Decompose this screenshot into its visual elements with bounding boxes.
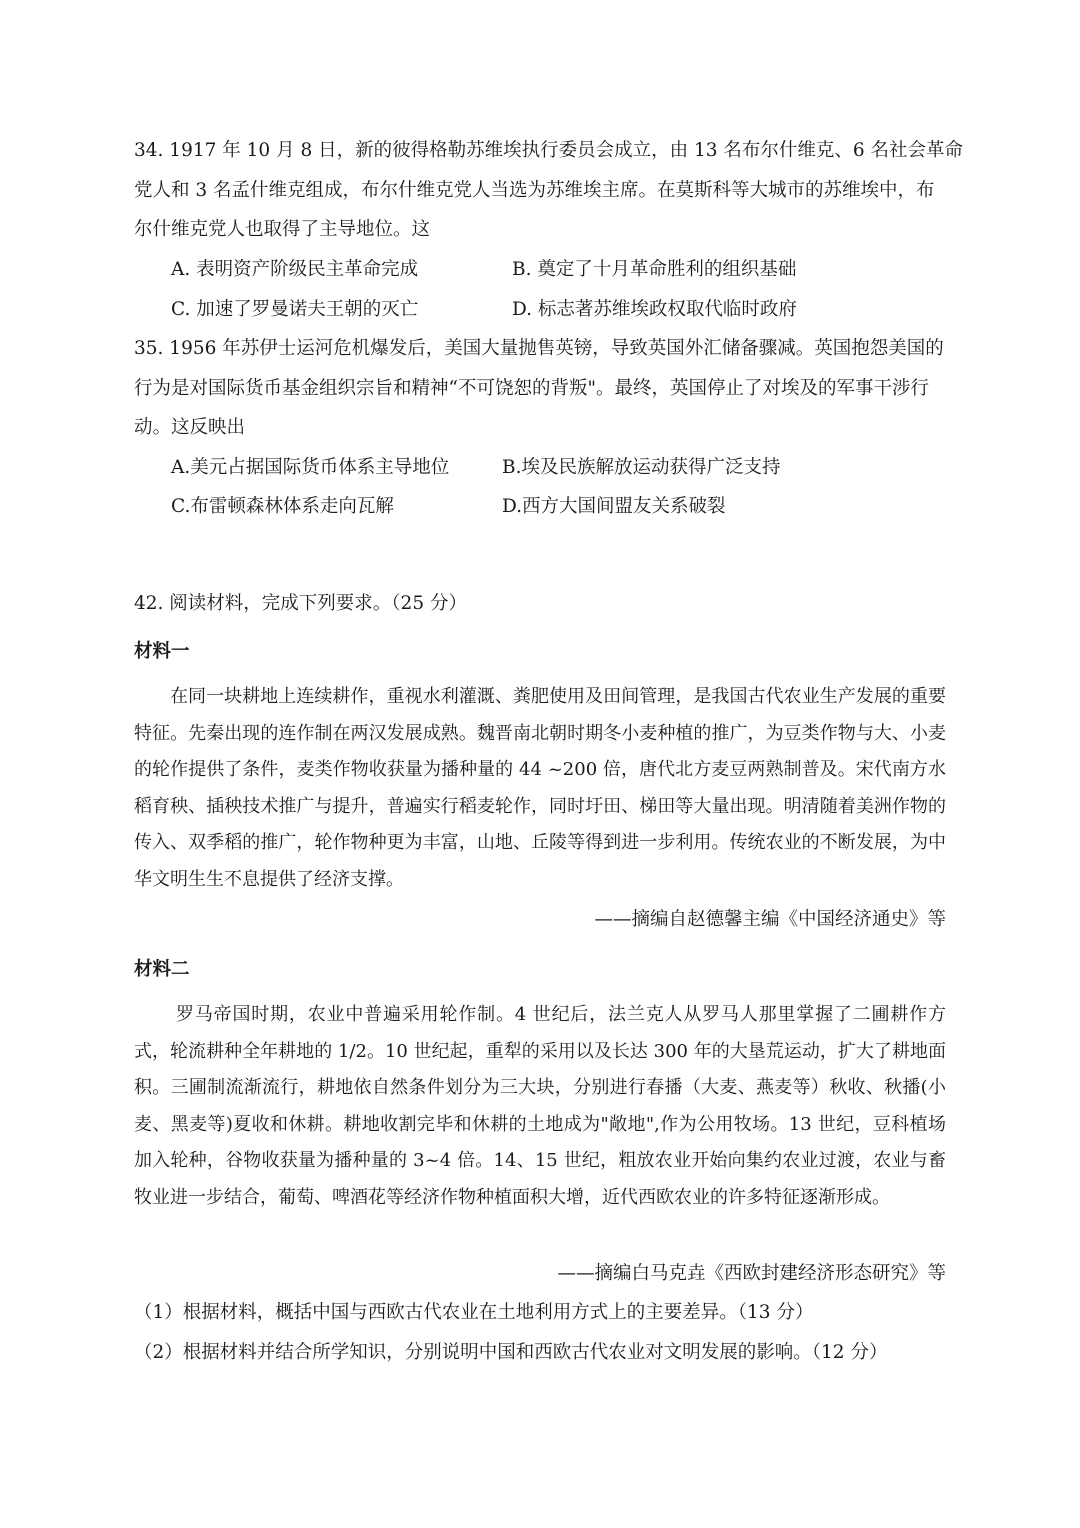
material1-heading: 材料一 bbox=[134, 641, 190, 662]
q34-line-2: 党人和 3 名孟什维克组成，布尔什维克党人当选为苏维埃主席。在莫斯科等大城市的苏维埃中，布 bbox=[134, 180, 935, 201]
q42-subquestion-2: （2）根据材料并结合所学知识，分别说明中国和西欧古代农业对文明发展的影响。（12 分） bbox=[134, 1342, 888, 1363]
q35-option-b: B.埃及民族解放运动获得广泛支持 bbox=[502, 457, 781, 478]
material1-text: 在同一块耕地上连续耕作，重视水利灌溉、粪肥使用及田间管理，是我国古代农业生产发展的重要特征。先秦出现的连作制在两汉发展成熟。魏晋南北朝时期冬小麦种植的推广，为豆类作物与大、小麦的轮作提供了条件，麦类作物收获量为播种量的 44 ~200 倍，唐代北方麦豆两熟制普及。宋代南方水稻育秧、插秧技术推广与提升，普遍实行稻麦轮作，同时圩田、梯田等大量出现。明清随着美洲作物的传入、双季稻的推广，轮作物种更为丰富，山地、丘陵等得到进一步利用。传统农业的不断发展，为中华文明生生不息提供了经济支撑。 bbox=[134, 686, 946, 890]
material1-source: ——摘编自赵德馨主编《中国经济通史》等 bbox=[594, 909, 946, 930]
q34-line-1: 34. 1917 年 10 月 8 日，新的彼得格勒苏维埃执行委员会成立，由 13 名布尔什维克、6 名社会革命 bbox=[134, 140, 964, 161]
q35-option-a: A.美元占据国际货币体系主导地位 bbox=[171, 457, 450, 478]
q35-line-3: 动。这反映出 bbox=[134, 417, 246, 438]
q34-option-b: B. 奠定了十月革命胜利的组织基础 bbox=[512, 259, 797, 280]
q34-option-d: D. 标志著苏维埃政权取代临时政府 bbox=[512, 299, 797, 320]
q42-subquestion-1: （1）根据材料，概括中国与西欧古代农业在土地利用方式上的主要差异。（13 分） bbox=[134, 1302, 814, 1323]
q34-option-c: C. 加速了罗曼诺夫王朝的灭亡 bbox=[171, 299, 419, 320]
q35-option-c: C.布雷顿森林体系走向瓦解 bbox=[171, 496, 394, 517]
q42-stem: 42. 阅读材料，完成下列要求。（25 分） bbox=[134, 593, 467, 614]
material2-heading: 材料二 bbox=[134, 959, 190, 980]
q34-line-3: 尔什维克党人也取得了主导地位。这 bbox=[134, 219, 431, 240]
q35-option-d: D.西方大国间盟友关系破裂 bbox=[502, 496, 726, 517]
material2-text: 罗马帝国时期，农业中普遍采用轮作制。4 世纪后，法兰克人从罗马人那里掌握了二圃耕作方式，轮流耕种全年耕地的 1/2。10 世纪起，重犁的采用以及长达 300 年的大垦荒运动，扩大了耕地面积。三圃制流渐流行，耕地依自然条件划分为三大块，分别进行春播（大麦、燕麦等）秋收、秋播(小麦、黑麦等)夏收和休耕。耕地收割完毕和休耕的土地成为"敞地",作为公用牧场。13 世纪，豆科植场加入轮种，谷物收获量为播种量的 3~4 倍。14、15 世纪，粗放农业开始向集约农业过渡，农业与畜牧业进一步结合，葡萄、啤酒花等经济作物种植面积大增，近代西欧农业的许多特征逐渐形成。 bbox=[134, 1004, 946, 1208]
q34-option-a: A. 表明资产阶级民主革命完成 bbox=[171, 259, 419, 280]
q35-line-2: 行为是对国际货币基金组织宗旨和精神“不可饶恕的背叛"。最终，英国停止了对埃及的军事干涉行 bbox=[134, 378, 929, 399]
material2-source: ——摘编白马克垚《西欧封建经济形态研究》等 bbox=[557, 1263, 946, 1284]
q35-line-1: 35. 1956 年苏伊士运河危机爆发后，美国大量抛售英镑，导致英国外汇储备骤减。英国抱怨美国的 bbox=[134, 338, 944, 359]
